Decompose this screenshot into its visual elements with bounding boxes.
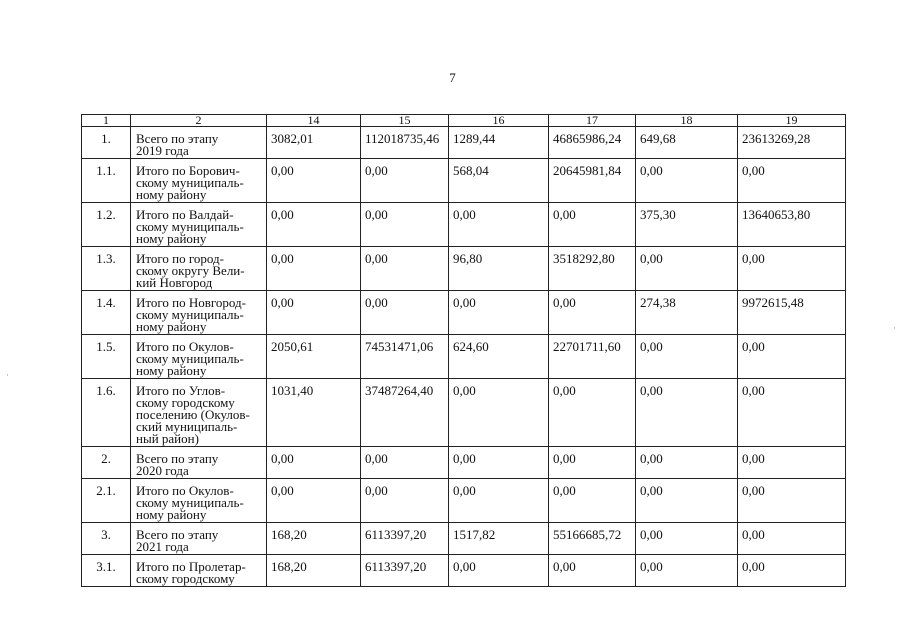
value-cell: 0,00 [549, 479, 636, 523]
value-cell: 0,00 [738, 247, 846, 291]
value-cell: 0,00 [361, 159, 449, 203]
value-cell: 0,00 [636, 335, 738, 379]
value-cell: 0,00 [449, 555, 549, 587]
value-cell: 0,00 [738, 523, 846, 555]
table-row [82, 447, 846, 479]
value-cell: 3082,01 [267, 127, 361, 159]
table-row [82, 203, 846, 247]
row-number: 3.1. [82, 555, 131, 587]
value-cell: 0,00 [636, 447, 738, 479]
row-name: Всего по этапу 2020 года [131, 447, 267, 479]
value-cell: 0,00 [449, 203, 549, 247]
value-cell: 46865986,24 [549, 127, 636, 159]
row-name: Всего по этапу 2019 года [131, 127, 267, 159]
table-row [82, 379, 846, 447]
value-cell: 0,00 [267, 203, 361, 247]
value-cell: 0,00 [361, 479, 449, 523]
value-cell: 0,00 [636, 555, 738, 587]
row-name: Итого по Углов- скому городскому поселению (Окулов- ский муниципаль- ный район) [131, 379, 267, 447]
value-cell: 0,00 [449, 379, 549, 447]
header-cell: 15 [361, 115, 449, 127]
value-cell: 0,00 [549, 447, 636, 479]
value-cell: 13640653,80 [738, 203, 846, 247]
value-cell: 0,00 [636, 523, 738, 555]
value-cell: 0,00 [361, 247, 449, 291]
value-cell: 168,20 [267, 523, 361, 555]
value-cell: 0,00 [636, 479, 738, 523]
value-cell: 0,00 [361, 291, 449, 335]
row-number: 1.2. [82, 203, 131, 247]
row-number: 1.3. [82, 247, 131, 291]
value-cell: 0,00 [738, 159, 846, 203]
value-cell: 274,38 [636, 291, 738, 335]
row-number: 1. [82, 127, 131, 159]
page-number: 7 [449, 70, 456, 85]
header-cell: 14 [267, 115, 361, 127]
row-name: Итого по Окулов- скому муниципаль- ному району [131, 479, 267, 523]
value-cell: 96,80 [449, 247, 549, 291]
header-cell: 2 [131, 115, 267, 127]
table-row [82, 247, 846, 291]
value-cell: 55166685,72 [549, 523, 636, 555]
header-cell: 18 [636, 115, 738, 127]
row-name: Итого по город- скому округу Вели- кий Новгород [131, 247, 267, 291]
row-name: Итого по Новгород- скому муниципаль- ному району [131, 291, 267, 335]
row-number: 1.4. [82, 291, 131, 335]
value-cell: 0,00 [738, 335, 846, 379]
table-header [82, 115, 846, 127]
value-cell: 375,30 [636, 203, 738, 247]
value-cell: 0,00 [267, 447, 361, 479]
value-cell: 168,20 [267, 555, 361, 587]
value-cell: 1031,40 [267, 379, 361, 447]
row-name: Всего по этапу 2021 года [131, 523, 267, 555]
header-cell: 17 [549, 115, 636, 127]
value-cell: 6113397,20 [361, 555, 449, 587]
value-cell: 0,00 [449, 447, 549, 479]
value-cell: 112018735,46 [361, 127, 449, 159]
value-cell: 0,00 [738, 379, 846, 447]
value-cell: 0,00 [636, 379, 738, 447]
value-cell: 9972615,48 [738, 291, 846, 335]
value-cell: 37487264,40 [361, 379, 449, 447]
value-cell: 0,00 [361, 447, 449, 479]
row-number: 2.1. [82, 479, 131, 523]
value-cell: 649,68 [636, 127, 738, 159]
value-cell: 3518292,80 [549, 247, 636, 291]
value-cell: 74531471,06 [361, 335, 449, 379]
scan-mark: · [893, 323, 896, 333]
value-cell: 0,00 [449, 291, 549, 335]
row-name: Итого по Пролетар- скому городскому [131, 555, 267, 587]
value-cell: 0,00 [636, 247, 738, 291]
table-row [82, 555, 846, 587]
header-row [82, 115, 846, 127]
row-number: 2. [82, 447, 131, 479]
value-cell: 0,00 [549, 379, 636, 447]
table-row [82, 479, 846, 523]
value-cell: 23613269,28 [738, 127, 846, 159]
value-cell: 22701711,60 [549, 335, 636, 379]
table-row [82, 291, 846, 335]
row-name: Итого по Окулов- скому муниципаль- ному району [131, 335, 267, 379]
header-cell: 19 [738, 115, 846, 127]
table-row [82, 523, 846, 555]
table-row [82, 335, 846, 379]
value-cell: 0,00 [449, 479, 549, 523]
value-cell: 0,00 [738, 447, 846, 479]
value-cell: 0,00 [267, 159, 361, 203]
data-table [81, 114, 846, 587]
row-name: Итого по Борович- скому муниципаль- ному району [131, 159, 267, 203]
header-cell: 1 [82, 115, 131, 127]
value-cell: 0,00 [636, 159, 738, 203]
row-number: 1.5. [82, 335, 131, 379]
value-cell: 0,00 [549, 203, 636, 247]
row-name: Итого по Валдай- скому муниципаль- ному району [131, 203, 267, 247]
value-cell: 0,00 [361, 203, 449, 247]
scan-mark: · [6, 370, 9, 380]
header-cell: 16 [449, 115, 549, 127]
value-cell: 2050,61 [267, 335, 361, 379]
value-cell: 0,00 [267, 479, 361, 523]
value-cell: 20645981,84 [549, 159, 636, 203]
table-row [82, 127, 846, 159]
value-cell: 1289,44 [449, 127, 549, 159]
value-cell: 6113397,20 [361, 523, 449, 555]
value-cell: 0,00 [738, 555, 846, 587]
row-number: 1.6. [82, 379, 131, 447]
value-cell: 0,00 [267, 291, 361, 335]
table-row [82, 159, 846, 203]
row-number: 1.1. [82, 159, 131, 203]
value-cell: 624,60 [449, 335, 549, 379]
row-number: 3. [82, 523, 131, 555]
value-cell: 0,00 [549, 555, 636, 587]
table-body [82, 127, 846, 587]
value-cell: 0,00 [738, 479, 846, 523]
value-cell: 0,00 [267, 247, 361, 291]
value-cell: 1517,82 [449, 523, 549, 555]
value-cell: 568,04 [449, 159, 549, 203]
value-cell: 0,00 [549, 291, 636, 335]
